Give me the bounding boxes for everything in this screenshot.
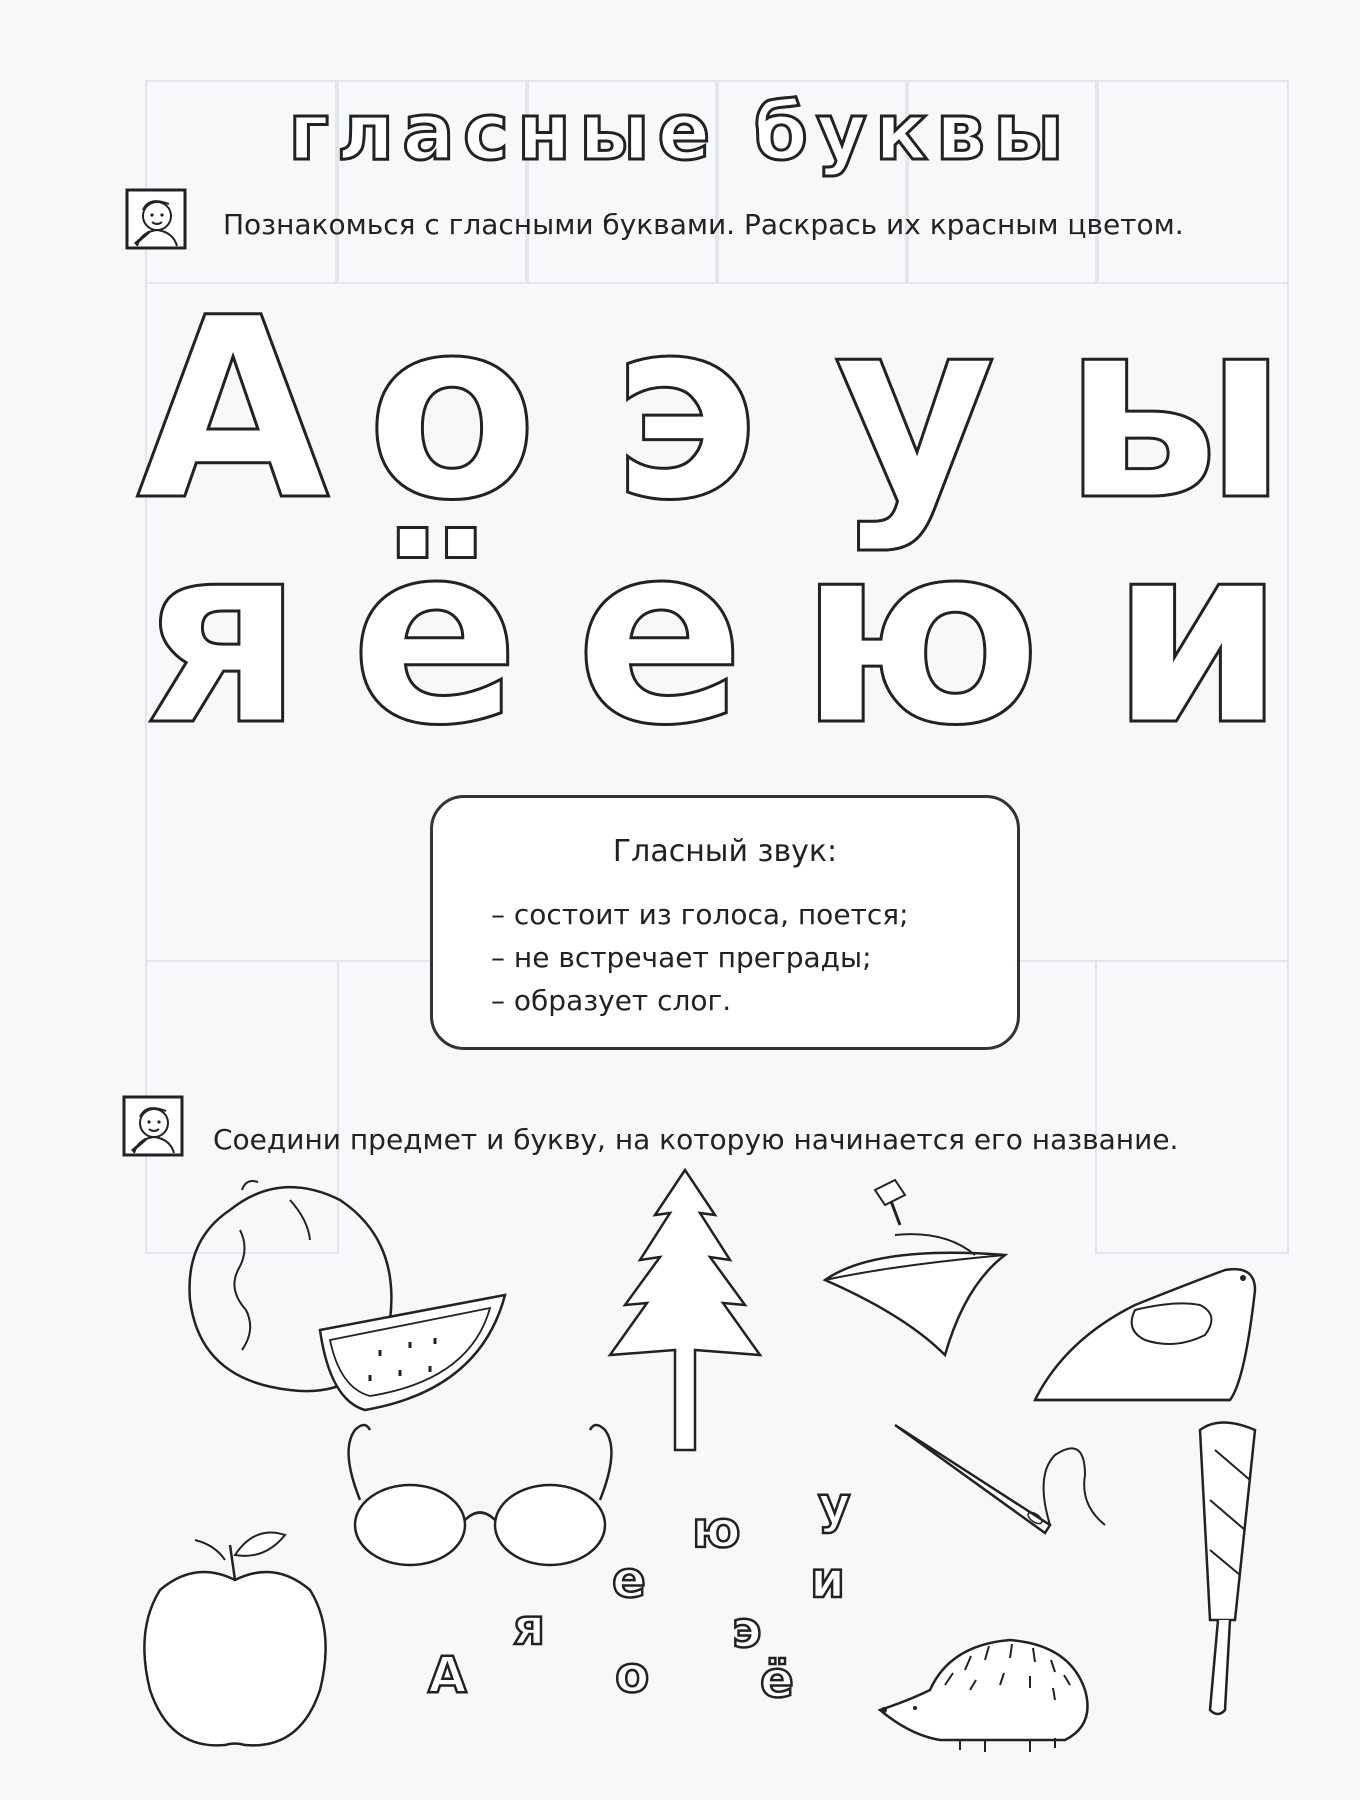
- task2-instruction: Соедини предмет и букву, на которую начинается его название.: [213, 1123, 1179, 1156]
- hedgehog-icon[interactable]: [870, 1630, 1100, 1760]
- needle-icon[interactable]: [885, 1415, 1115, 1555]
- ice-cream-icon[interactable]: [1180, 1410, 1270, 1720]
- vowel-letter[interactable]: ю: [798, 489, 1042, 780]
- page-title: гласные буквы: [288, 88, 1072, 178]
- match-letter[interactable]: о: [615, 1646, 650, 1704]
- match-letter[interactable]: А: [428, 1646, 467, 1704]
- vowel-letter[interactable]: я: [142, 489, 304, 780]
- match-letter[interactable]: у: [818, 1476, 851, 1534]
- rule-box: [430, 795, 1020, 1050]
- vowel-letter[interactable]: у: [833, 264, 997, 555]
- match-letter[interactable]: ё: [760, 1651, 794, 1709]
- iron-icon[interactable]: [1025, 1250, 1265, 1410]
- rule-item: – образует слог.: [491, 984, 732, 1017]
- vowel-letter[interactable]: э: [610, 264, 760, 555]
- match-letter[interactable]: и: [810, 1551, 846, 1609]
- vowel-letter[interactable]: ё: [350, 489, 520, 780]
- rule-item: – не встречает преграды;: [491, 941, 872, 974]
- match-letter[interactable]: э: [732, 1601, 762, 1659]
- vowel-letter[interactable]: ы: [1061, 264, 1289, 555]
- rule-title: Гласный звук:: [612, 834, 838, 869]
- apple-icon[interactable]: [135, 1520, 335, 1760]
- spinning-top-icon[interactable]: [815, 1175, 1015, 1375]
- task1-instruction: Познакомься с гласными буквами. Раскрась их красным цветом.: [223, 208, 1184, 241]
- pictures-area: [0, 1160, 1360, 1780]
- task-icon: [122, 1095, 184, 1157]
- glasses-icon[interactable]: [330, 1410, 630, 1570]
- vowel-letter[interactable]: и: [1109, 489, 1286, 780]
- vowel-letter[interactable]: А: [136, 264, 330, 555]
- vowel-letter[interactable]: о: [366, 264, 538, 555]
- vowel-letter[interactable]: е: [575, 489, 745, 780]
- match-letter[interactable]: ю: [692, 1501, 741, 1559]
- vowels-row1: [0, 264, 1360, 555]
- match-letter[interactable]: е: [612, 1551, 646, 1609]
- task-icon: [125, 188, 187, 250]
- match-letter[interactable]: я: [513, 1598, 546, 1656]
- watermelon-icon[interactable]: [180, 1170, 520, 1420]
- vowels-row2: [0, 489, 1360, 780]
- rule-item: – состоит из голоса, поется;: [491, 898, 909, 931]
